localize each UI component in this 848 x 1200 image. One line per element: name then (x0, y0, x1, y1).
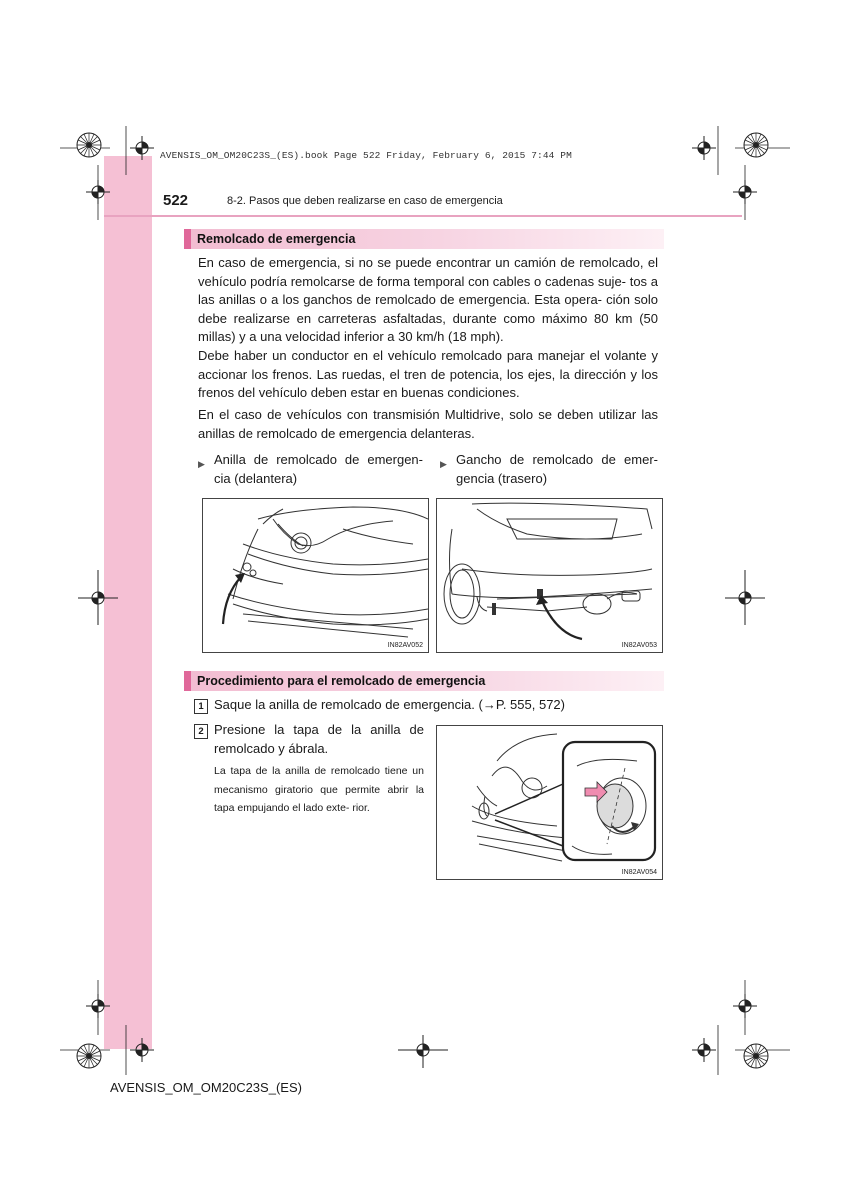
bullet-text: Anilla de remolcado de emergen- cia (delantera) (214, 452, 423, 486)
paragraph: En caso de emergencia, si no se puede encontrar un camión de remolcado, el vehículo podría remolcarse de forma temporal con cables o cadenas suje- tos a las anillas o a los ganchos de remolcado de emergencia. Esta opera- ción solo debe realizarse en carreteras asfaltadas, durante como máximo 80 km (50 millas) y a una velocidad inferior a 30 km/h (18 mph). (198, 255, 658, 345)
registration-target-icon (743, 1043, 769, 1069)
section-title: Remolcado de emergencia (197, 232, 356, 246)
registration-target-icon (743, 132, 769, 158)
figure-tow-eyelet-cover (436, 725, 663, 880)
figure-code: IN82AV054 (621, 869, 657, 876)
cover-illustration (437, 726, 662, 879)
bullet-text: Gancho de remolcado de emer- gencia (trasero) (456, 452, 658, 486)
registration-target-icon (76, 1043, 102, 1069)
figure-code: IN82AV053 (621, 642, 657, 649)
step-number-badge: 1 (194, 699, 208, 714)
figure-code: IN82AV052 (387, 642, 423, 649)
section-title: Procedimiento para el remolcado de emergencia (197, 674, 486, 688)
car-front-illustration (203, 499, 428, 652)
footer-book-code: AVENSIS_OM_OM20C23S_(ES) (110, 1080, 302, 1095)
crosshair-icon (692, 1038, 716, 1062)
paragraph: En el caso de vehículos con transmisión Multidrive, solo se deben utilizar las anillas de remolcado de emergencia delanteras. (198, 407, 658, 441)
crosshair-icon (692, 136, 716, 160)
section-heading (184, 229, 664, 249)
step-text: Presione la tapa de la anilla de remolcado y ábrala. (214, 722, 424, 756)
crosshair-icon (398, 1035, 448, 1068)
section-heading (184, 671, 664, 691)
figure-front-tow-eyelet (202, 498, 429, 653)
bullet-triangle-icon: ▶ (440, 459, 447, 469)
car-rear-illustration (437, 499, 662, 652)
step-text: Saque la anilla de remolcado de emergencia. (→P. 555, 572) (214, 697, 565, 712)
bullet-triangle-icon: ▶ (198, 459, 205, 469)
bullet-item (440, 451, 658, 491)
crosshair-icon (725, 570, 765, 625)
bullet-item (198, 451, 423, 491)
figure-rear-tow-hook (436, 498, 663, 653)
paragraph: Debe haber un conductor en el vehículo remolcado para manejar el volante y accionar los frenos. Las ruedas, el tren de potencia, los ejes, la dirección y los frenos del vehículo deben estar en buenas condiciones. (198, 348, 658, 401)
registration-target-icon (76, 132, 102, 158)
side-color-strip (104, 156, 152, 1049)
header-rule (104, 215, 742, 217)
page-number: 522 (163, 192, 189, 209)
step-note: La tapa de la anilla de remolcado tiene un mecanismo giratorio que permite abrir la tapa empujando el lado exte- rior. (214, 765, 424, 814)
crosshair-icon (733, 994, 757, 1018)
crosshair-icon (733, 180, 757, 204)
step-number-badge: 2 (194, 724, 208, 739)
file-meta: AVENSIS_OM_OM20C23S_(ES).book Page 522 Friday, February 6, 2015 7:44 PM (160, 150, 572, 161)
chapter-title: 8-2. Pasos que deben realizarse en caso de emergencia (227, 195, 503, 207)
